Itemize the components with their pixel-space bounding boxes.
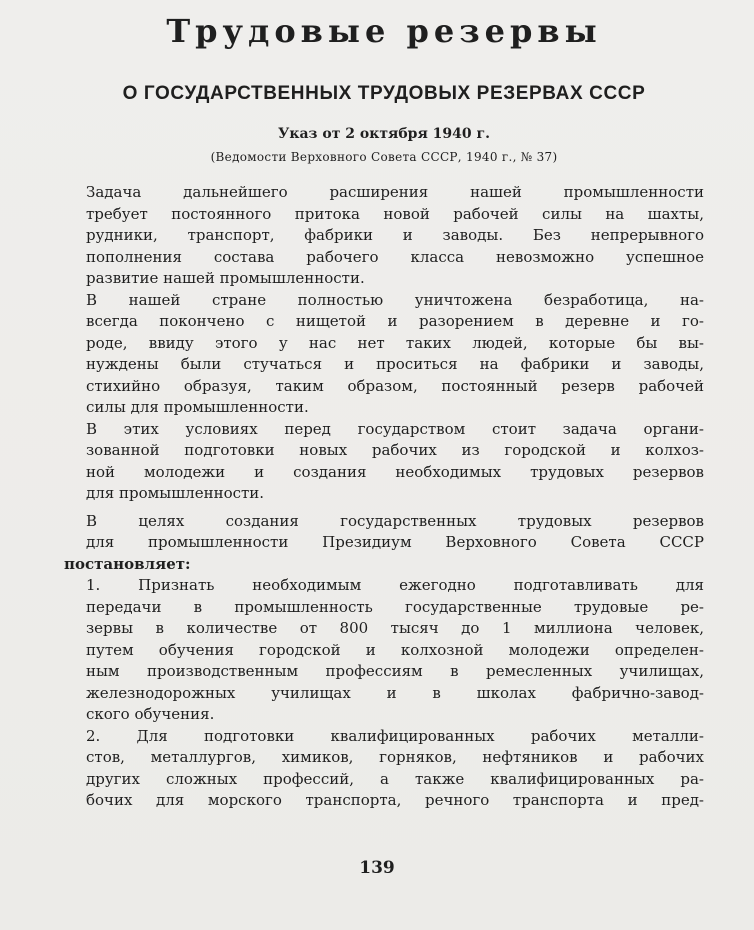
text-line: В нашей стране полностью уничтожена безработица, на- — [86, 290, 704, 309]
text-line: 2. Для подготовки квалифицированных рабочих металли- — [86, 726, 704, 745]
text-line: железнодорожных училищах и в школах фабрично-завод- — [86, 683, 704, 702]
text-line: зервы в количестве от 800 тысяч до 1 миллиона человек, — [86, 619, 704, 637]
text-line: бочих для морского транспорта, речного транспорта и пред- — [86, 791, 704, 809]
text-line: путем обучения городской и колхозной молодежи определен- — [86, 640, 704, 659]
text-line: передачи в промышленность государственные трудовые ре- — [86, 597, 704, 616]
chapter-title: Трудовые резервы — [166, 12, 602, 50]
text-line: для промышленности Президиум Верховного Совета СССР — [86, 533, 704, 551]
text-line: всегда покончено с нищетой и разорением в деревне и го- — [86, 312, 704, 330]
paragraph — [64, 419, 704, 505]
text-line: 1. Признать необходимым ежегодно подготавливать для — [86, 576, 704, 594]
decree-date: Указ от 2 октября 1940 г. — [278, 126, 490, 142]
text-line: ным производственным профессиям в ремесленных училищах, — [86, 662, 704, 680]
paragraph — [64, 511, 704, 554]
paragraph — [64, 290, 704, 419]
text-line: ского обучения. — [86, 705, 215, 723]
text-line: ной молодежи и создания необходимых трудовых резервов — [86, 462, 704, 481]
text-line: стов, металлургов, химиков, горняков, нефтяников и рабочих — [86, 748, 704, 766]
paragraph-item-1 — [64, 575, 704, 726]
text-line: требует постоянного притока новой рабочей силы на шахты, — [86, 204, 704, 223]
text-line: В целях создания государственных трудовых резервов — [86, 511, 704, 530]
page-number: 139 — [359, 858, 395, 878]
paragraph-item-2 — [64, 726, 704, 812]
paragraph-resolution — [64, 554, 704, 576]
text-line: стихийно образуя, таким образом, постоянный резерв рабочей — [86, 376, 704, 395]
section-heading: О ГОСУДАРСТВЕННЫХ ТРУДОВЫХ РЕЗЕРВАХ СССР — [122, 83, 646, 104]
text-line: В этих условиях перед государством стоит задача органи- — [86, 419, 704, 438]
source-citation: (Ведомости Верховного Совета СССР, 1940 г., № 37) — [210, 150, 558, 164]
paragraph — [64, 182, 704, 290]
text-line: силы для промышленности. — [86, 398, 309, 416]
text-line: Задача дальнейшего расширения нашей промышленности — [86, 183, 704, 201]
text-line: зованной подготовки новых рабочих из городской и колхоз- — [86, 441, 704, 459]
text-line: пополнения состава рабочего класса невозможно успешное — [86, 247, 704, 266]
text-line: для промышленности. — [86, 484, 265, 502]
text-line: других сложных профессий, а также квалифицированных ра- — [86, 769, 704, 788]
text-line: развитие нашей промышленности. — [86, 269, 365, 287]
text-line: роде, ввиду этого у нас нет таких людей, которые бы вы- — [86, 333, 704, 352]
decree-body — [64, 182, 704, 812]
resolution-word: постановляет: — [64, 554, 191, 573]
text-line: нуждены были стучаться и проситься на фабрики и заводы, — [86, 355, 704, 373]
text-line: рудники, транспорт, фабрики и заводы. Без непрерывного — [86, 226, 704, 244]
